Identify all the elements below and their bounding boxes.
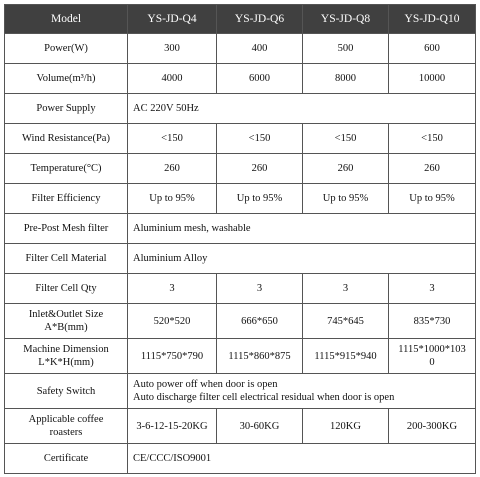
header-q4: YS-JD-Q4 xyxy=(128,5,217,34)
cell-qty-q6: 3 xyxy=(217,274,303,304)
cell-volume-q6: 6000 xyxy=(217,64,303,94)
label-power: Power(W) xyxy=(5,34,128,64)
cell-dimension-q10 xyxy=(389,339,476,374)
safety-line1: Auto power off when door is open xyxy=(133,379,278,390)
cell-efficiency-q6: Up to 95% xyxy=(217,184,303,214)
cell-efficiency-q10: Up to 95% xyxy=(389,184,476,214)
cell-temp-q10: 260 xyxy=(389,154,476,184)
cell-temp-q8: 260 xyxy=(303,154,389,184)
cell-qty-q8: 3 xyxy=(303,274,389,304)
cell-roasters-q8: 120KG xyxy=(303,409,389,444)
cell-qty-q4: 3 xyxy=(128,274,217,304)
cell-wind-q8: <150 xyxy=(303,124,389,154)
label-filter-efficiency: Filter Efficiency xyxy=(5,184,128,214)
header-q6: YS-JD-Q6 xyxy=(217,5,303,34)
cell-qty-q10: 3 xyxy=(389,274,476,304)
header-row xyxy=(5,5,476,34)
row-mesh-filter xyxy=(5,214,476,244)
cell-power-q6: 400 xyxy=(217,34,303,64)
row-coffee-roasters xyxy=(5,409,476,444)
cell-safety-switch xyxy=(128,374,476,409)
row-filter-efficiency xyxy=(5,184,476,214)
label-roasters-line1: Applicable coffee xyxy=(28,414,104,425)
row-volume xyxy=(5,64,476,94)
cell-dimension-q6: 1115*860*875 xyxy=(217,339,303,374)
cell-mesh-filter: Aluminium mesh, washable xyxy=(128,214,476,244)
cell-roasters-q4: 3-6-12-15-20KG xyxy=(128,409,217,444)
cell-temp-q6: 260 xyxy=(217,154,303,184)
row-safety-switch xyxy=(5,374,476,409)
cell-volume-q8: 8000 xyxy=(303,64,389,94)
cell-power-q4: 300 xyxy=(128,34,217,64)
label-safety-switch: Safety Switch xyxy=(5,374,128,409)
header-q10: YS-JD-Q10 xyxy=(389,5,476,34)
cell-dimension-q8: 1115*915*940 xyxy=(303,339,389,374)
label-inlet-outlet-size xyxy=(5,304,128,339)
label-dimension-line1: Machine Dimension xyxy=(23,344,109,355)
cell-dimension-q10-line1: 1115*1000*103 xyxy=(398,344,466,355)
label-filter-qty: Filter Cell Qty xyxy=(5,274,128,304)
header-q8: YS-JD-Q8 xyxy=(303,5,389,34)
cell-wind-q4: <150 xyxy=(128,124,217,154)
row-filter-qty xyxy=(5,274,476,304)
row-machine-dimension xyxy=(5,339,476,374)
cell-size-q10: 835*730 xyxy=(389,304,476,339)
cell-efficiency-q4: Up to 95% xyxy=(128,184,217,214)
cell-size-q4: 520*520 xyxy=(128,304,217,339)
cell-dimension-q10-line2: 0 xyxy=(429,357,435,368)
label-size-line2: A*B(mm) xyxy=(44,322,88,333)
row-temperature xyxy=(5,154,476,184)
cell-volume-q10: 10000 xyxy=(389,64,476,94)
cell-size-q8: 745*645 xyxy=(303,304,389,339)
cell-certificate: CE/CCC/ISO9001 xyxy=(128,444,476,474)
label-temperature: Temperature(°C) xyxy=(5,154,128,184)
row-filter-material xyxy=(5,244,476,274)
cell-size-q6: 666*650 xyxy=(217,304,303,339)
cell-power-q8: 500 xyxy=(303,34,389,64)
label-mesh-filter: Pre-Post Mesh filter xyxy=(5,214,128,244)
cell-wind-q10: <150 xyxy=(389,124,476,154)
cell-roasters-q10: 200-300KG xyxy=(389,409,476,444)
row-inlet-outlet-size xyxy=(5,304,476,339)
spec-table xyxy=(4,4,476,474)
label-machine-dimension xyxy=(5,339,128,374)
cell-power-supply: AC 220V 50Hz xyxy=(128,94,476,124)
row-power-supply xyxy=(5,94,476,124)
row-wind-resistance xyxy=(5,124,476,154)
cell-power-q10: 600 xyxy=(389,34,476,64)
cell-dimension-q4: 1115*750*790 xyxy=(128,339,217,374)
safety-line2: Auto discharge filter cell electrical residual when door is open xyxy=(133,392,395,403)
label-filter-material: Filter Cell Material xyxy=(5,244,128,274)
cell-efficiency-q8: Up to 95% xyxy=(303,184,389,214)
label-dimension-line2: L*K*H(mm) xyxy=(38,357,94,368)
cell-filter-material: Aluminium Alloy xyxy=(128,244,476,274)
cell-wind-q6: <150 xyxy=(217,124,303,154)
label-coffee-roasters xyxy=(5,409,128,444)
cell-temp-q4: 260 xyxy=(128,154,217,184)
row-power xyxy=(5,34,476,64)
cell-roasters-q6: 30-60KG xyxy=(217,409,303,444)
label-wind-resistance: Wind Resistance(Pa) xyxy=(5,124,128,154)
label-volume: Volume(m³/h) xyxy=(5,64,128,94)
label-certificate: Certificate xyxy=(5,444,128,474)
label-size-line1: Inlet&Outlet Size xyxy=(28,309,104,320)
header-model: Model xyxy=(5,5,128,34)
label-roasters-line2: roasters xyxy=(49,427,83,438)
row-certificate xyxy=(5,444,476,474)
cell-volume-q4: 4000 xyxy=(128,64,217,94)
label-power-supply: Power Supply xyxy=(5,94,128,124)
